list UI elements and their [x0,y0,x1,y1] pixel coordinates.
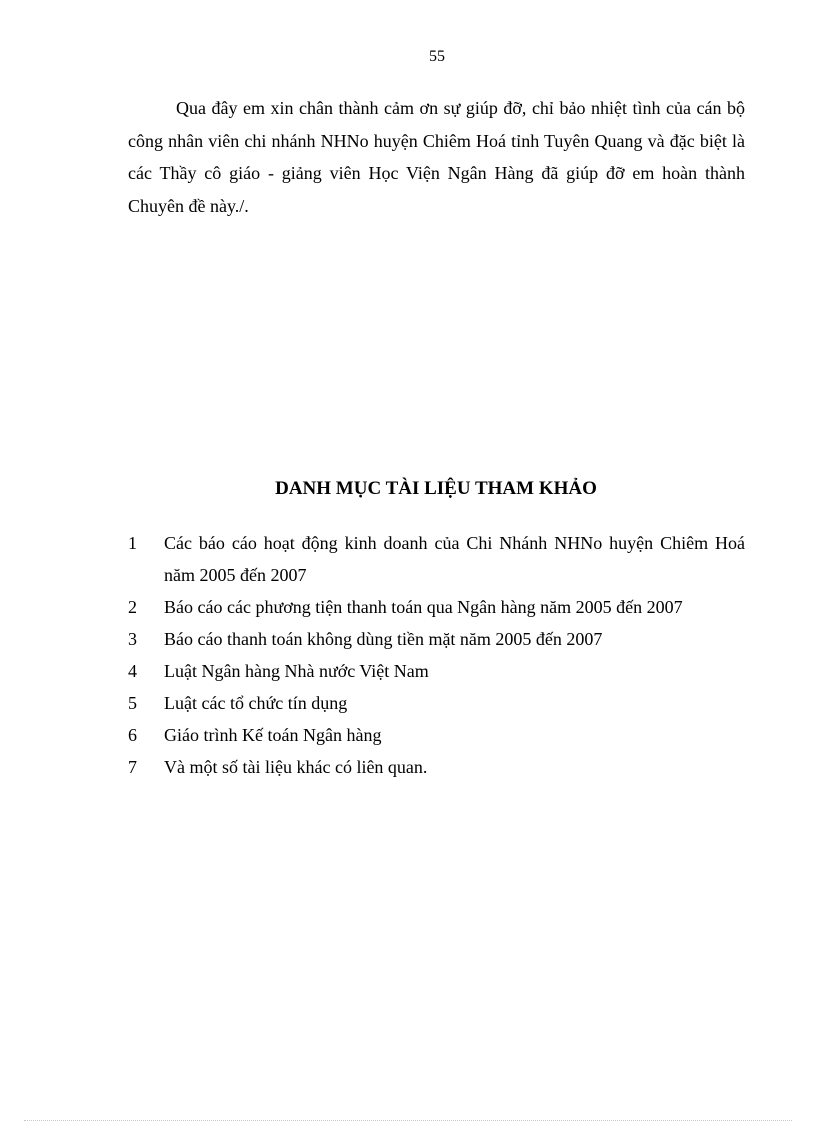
reference-item [128,655,745,687]
reference-item [128,687,745,719]
references-list [128,527,745,783]
reference-text: Các báo cáo hoạt động kinh doanh của Chi Nhánh NHNo huyện Chiêm Hoá năm 2005 đến 2007 [164,533,745,585]
reference-number: 3 [128,629,137,649]
reference-text: Báo cáo các phương tiện thanh toán qua Ngân hàng năm 2005 đến 2007 [164,597,683,617]
references-heading: DANH MỤC TÀI LIỆU THAM KHẢO [275,478,597,499]
reference-text: Luật Ngân hàng Nhà nước Việt Nam [164,661,429,681]
reference-number: 6 [128,725,137,745]
reference-number: 5 [128,693,137,713]
reference-number: 7 [128,757,137,777]
page-bottom-divider [24,1120,792,1121]
reference-text: Và một số tài liệu khác có liên quan. [164,757,428,777]
reference-item [128,751,745,783]
page-number: 55 [429,48,445,65]
reference-item [128,527,745,591]
reference-item [128,591,745,623]
reference-item [128,719,745,751]
acknowledgement-paragraph: Qua đây em xin chân thành cảm ơn sự giúp đỡ, chỉ bảo nhiệt tình của cán bộ công nhân viên chi nhánh NHNo huyện Chiêm Hoá tỉnh Tuyên Quang và đặc biệt là các Thầy cô giáo - giảng viên Học Viện Ngân Hàng đã giúp đỡ em hoàn thành Chuyên đề này./. [128,98,745,216]
reference-text: Báo cáo thanh toán không dùng tiền mặt năm 2005 đến 2007 [164,629,603,649]
reference-text: Giáo trình Kế toán Ngân hàng [164,725,382,745]
reference-number: 1 [128,533,137,553]
reference-item [128,623,745,655]
reference-number: 4 [128,661,137,681]
reference-text: Luật các tổ chức tín dụng [164,693,348,713]
reference-number: 2 [128,597,137,617]
